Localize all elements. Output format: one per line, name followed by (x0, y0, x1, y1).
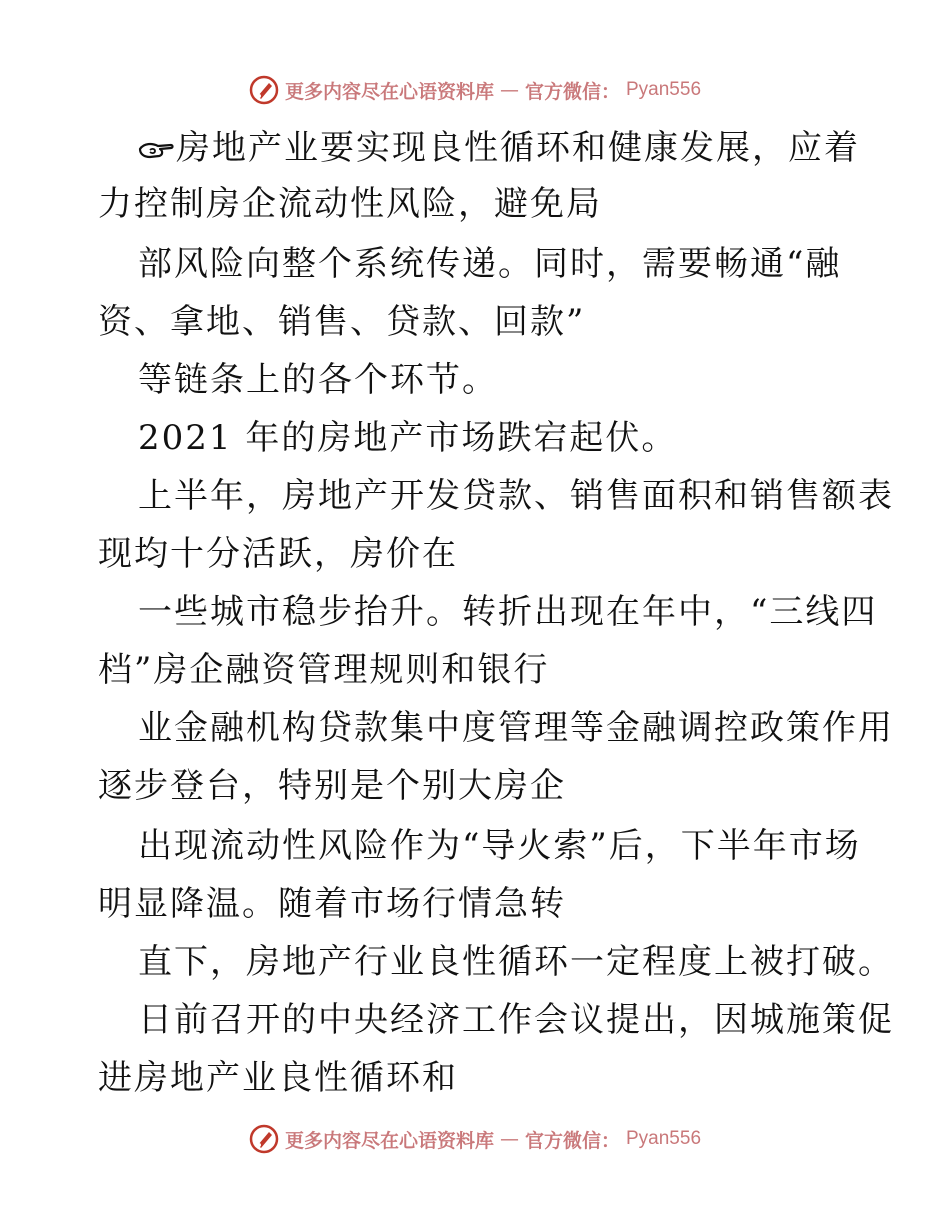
text-line: 档”房企融资管理规则和银行 (98, 650, 550, 690)
text-line: 一些城市稳步抬升。转折出现在年中，“三线四 (138, 592, 878, 632)
pen-nib-logo-icon (249, 75, 279, 105)
watermark-brand: 更多内容尽在心语资料库 (284, 80, 494, 103)
text-line: 现均十分活跃，房价在 (98, 534, 458, 574)
watermark-account: Pyan556 (626, 79, 702, 100)
footer-watermark (0, 1122, 950, 1156)
watermark-account: Pyan556 (626, 1128, 702, 1149)
text-line: 逐步登台，特别是个别大房企 (98, 766, 566, 806)
watermark-brand: 更多内容尽在心语资料库 (284, 1129, 494, 1152)
text-line (138, 128, 860, 168)
text-line: 资、拿地、销售、贷款、回款” (98, 302, 586, 342)
text-line: 2021 年的房地产市场跌宕起伏。 (138, 418, 678, 458)
text-line: 力控制房企流动性风险，避免局 (98, 184, 602, 224)
header-watermark (0, 73, 950, 107)
watermark-label: 官方微信： (524, 80, 620, 103)
watermark-separator: — (499, 1128, 519, 1150)
text-line: 明显降温。随着市场行情急转 (98, 884, 566, 924)
watermark-separator: — (499, 79, 519, 101)
pointing-hand-icon (138, 133, 174, 163)
text-line: 业金融机构贷款集中度管理等金融调控政策作用 (138, 708, 894, 748)
text-line: 等链条上的各个环节。 (138, 360, 498, 400)
line-text: 房地产业要实现良性循环和健康发展，应着 (176, 128, 860, 168)
text-line: 日前召开的中央经济工作会议提出，因城施策促 (138, 1000, 894, 1040)
text-line: 直下，房地产行业良性循环一定程度上被打破。 (138, 942, 894, 982)
text-line: 出现流动性风险作为“导火索”后，下半年市场 (138, 826, 861, 866)
pen-nib-logo-icon (249, 1124, 279, 1154)
watermark-label: 官方微信： (524, 1129, 620, 1152)
text-line: 部风险向整个系统传递。同时，需要畅通“融 (138, 244, 842, 284)
text-line: 上半年，房地产开发贷款、销售面积和销售额表 (138, 476, 894, 516)
text-line: 进房地产业良性循环和 (98, 1058, 458, 1098)
